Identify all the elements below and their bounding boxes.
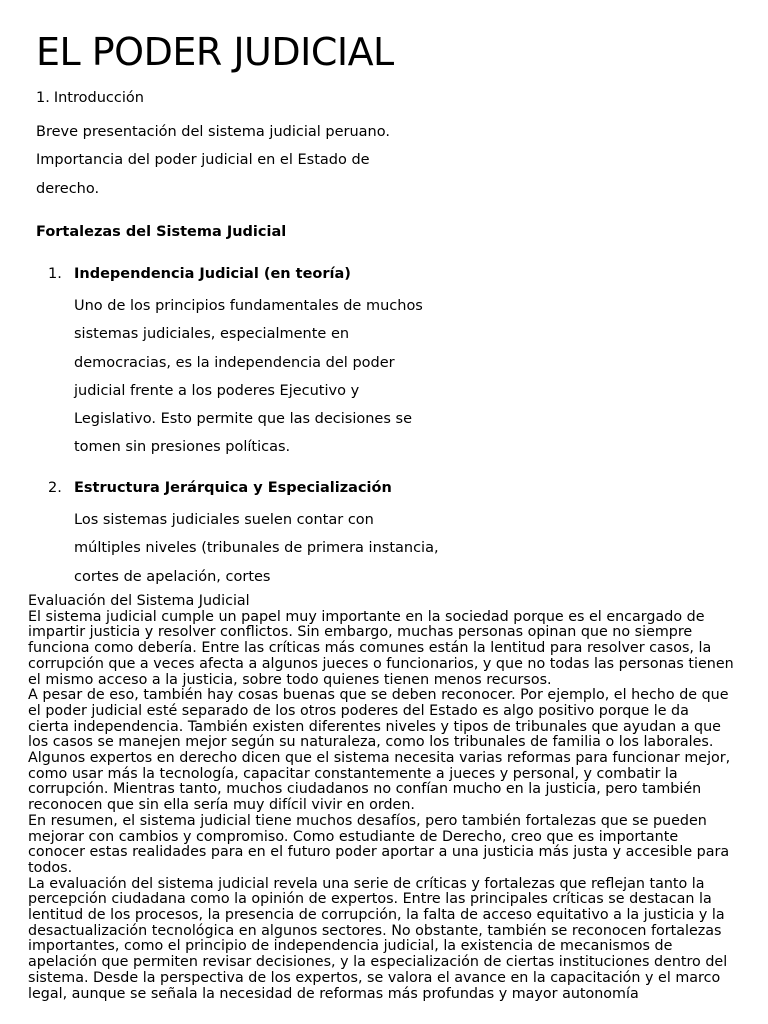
- strength-item-number: 2.: [48, 480, 62, 496]
- evaluation-paragraph: Algunos expertos en derecho dicen que el sistema necesita varias reformas para funcionar mejor, como usar más la tecnología, capacitar constantemente a jueces y personal, y combatir la corrupción. Mientras tanto, muchos ciudadanos no confían mucho en la justicia, pero también reconocen que sin ella sería muy difícil vivir en orden.: [28, 750, 731, 814]
- evaluation-heading: Evaluación del Sistema Judicial: [28, 593, 250, 609]
- evaluation-section: [28, 594, 734, 1002]
- intro-number: 1.: [36, 90, 50, 106]
- intro-paragraph: Breve presentación del sistema judicial peruano. Importancia del poder judicial en el Estado de derecho.: [36, 124, 390, 197]
- strength-item-number: 1.: [48, 266, 62, 282]
- intro-heading: [36, 90, 144, 106]
- intro-heading-text: Introducción: [53, 90, 144, 106]
- evaluation-paragraph: En resumen, el sistema judicial tiene muchos desafíos, pero también fortalezas que se pueden mejorar con cambios y compromiso. Como estudiante de Derecho, creo que es importante conocer estas realidades para en el futuro poder aportar a una justicia más justa y accesible para todos.: [28, 812, 730, 876]
- strength-item-title: Independencia Judicial (en teoría): [74, 266, 351, 282]
- evaluation-paragraph: A pesar de eso, también hay cosas buenas que se deben reconocer. Por ejemplo, el hecho de que el poder judicial esté separado de los otros poderes del Estado es algo positivo porque le da cierta independencia. También existen diferentes niveles y tipos de tribunales que ayudan a que los casos se manejen mejor según su naturaleza, como los tribunales de familia o los laborales.: [28, 687, 729, 751]
- page-title: EL PODER JUDICIAL: [36, 30, 394, 74]
- strength-item-text: Uno de los principios fundamentales de muchos sistemas judiciales, especialmente en democracias, es la independencia del poder judicial frente a los poderes Ejecutivo y Legislativo. Esto permite que las decisiones se tomen sin presiones políticas.: [74, 298, 423, 456]
- evaluation-paragraph: La evaluación del sistema judicial revela una serie de críticas y fortalezas que reflejan tanto la percepción ciudadana como la opinión de expertos. Entre las principales críticas se destacan la lentitud de los procesos, la presencia de corrupción, la falta de acceso equitativo a la justicia y la desactualización tecnológica en algunos sectores. No obstante, también se reconocen fortalezas importantes, como el principio de independencia judicial, la existencia de mecanismos de apelación que permiten revisar decisiones, y la especialización de ciertas instituciones dentro del sistema. Desde la perspectiva de los expertos, se valora el avance en la capacitación y el marco legal, aunque se señala la necesidad de reformas más profundas y mayor autonomía: [28, 875, 728, 1002]
- strength-item-title: Estructura Jerárquica y Especialización: [74, 480, 392, 496]
- evaluation-paragraph: El sistema judicial cumple un papel muy importante en la sociedad porque es el encargado de impartir justicia y resolver conflictos. Sin embargo, muchas personas opinan que no siempre funciona como debería. Entre las críticas más comunes están la lentitud para resolver casos, la corrupción que a veces afecta a algunos jueces o funcionarios, y que no todas las personas tienen el mismo acceso a la justicia, sobre todo quienes tienen menos recursos.: [28, 608, 734, 688]
- strength-item-text: Los sistemas judiciales suelen contar con múltiples niveles (tribunales de primera instancia, cortes de apelación, cortes: [74, 512, 439, 585]
- strengths-heading: Fortalezas del Sistema Judicial: [36, 224, 287, 240]
